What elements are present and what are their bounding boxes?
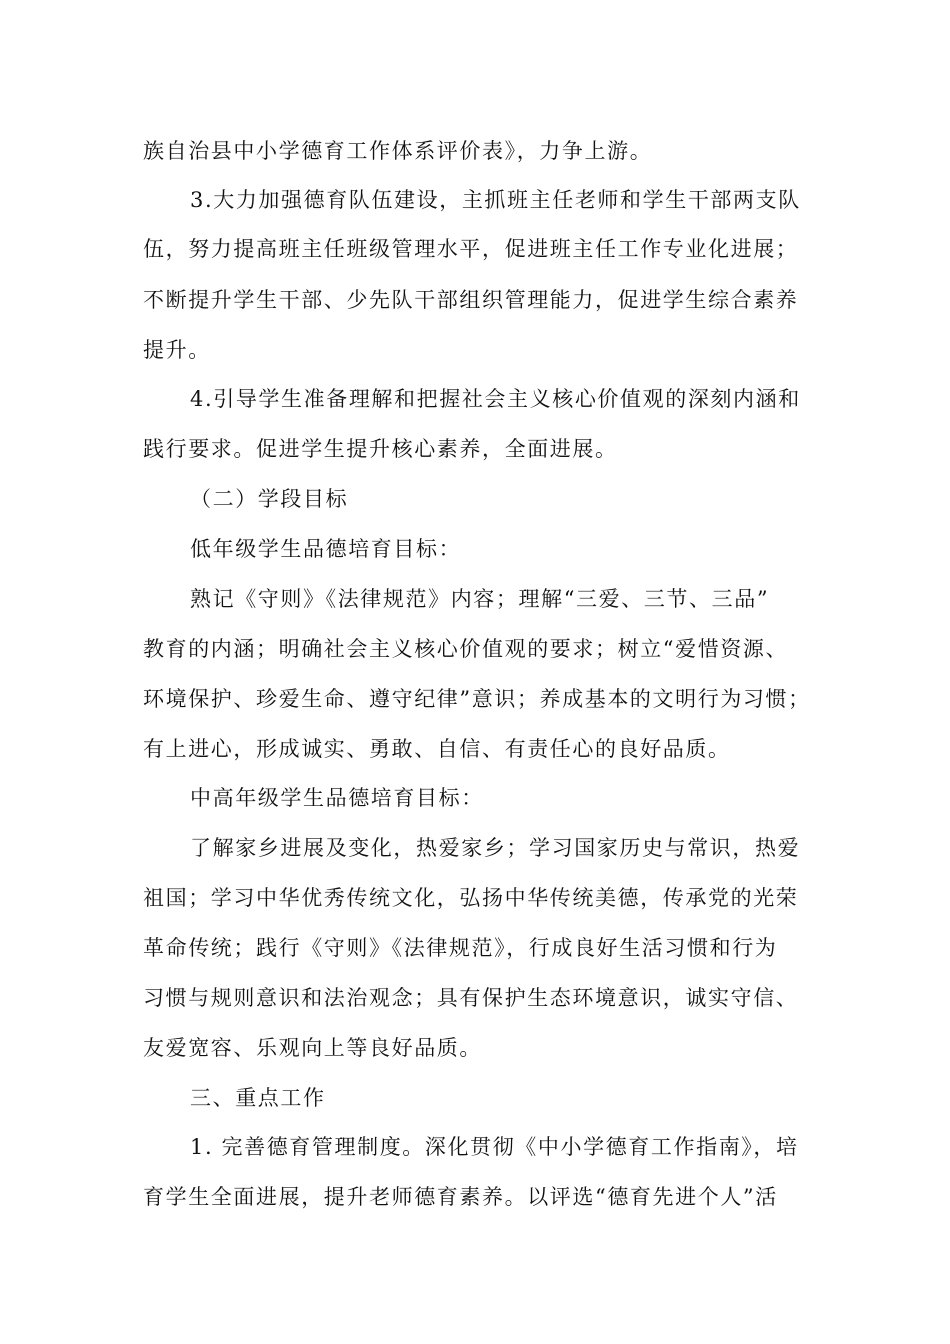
text-line-7: 践行要求。促进学生提升核心素养，全面进展。 bbox=[143, 437, 618, 461]
text-line-13: 有上进心，形成诚实、勇敢、自信、有责任心的良好品质。 bbox=[143, 737, 731, 761]
text-line-17: 革命传统；践行《守则》《法律规范》，行成良好生活习惯和行为 bbox=[143, 936, 778, 960]
text-line-19: 友爱宽容、乐观向上等良好品质。 bbox=[143, 1036, 482, 1060]
text-line-6: 4.引导学生准备理解和把握社会主义核心价值观的深刻内涵和 bbox=[190, 387, 801, 411]
text-line-18: 习惯与规则意识和法治观念；具有保护生态环境意识，诚实守信、 bbox=[143, 986, 799, 1010]
text-line-11: 教育的内涵；明确社会主义核心价值观的要求；树立“爱惜资源、 bbox=[143, 637, 789, 661]
text-line-15: 了解家乡进展及变化，热爱家乡；学习国家历史与常识，热爱 bbox=[190, 836, 801, 860]
text-line-9: 低年级学生品德培育目标： bbox=[190, 537, 462, 561]
text-line-5: 提升。 bbox=[143, 338, 211, 362]
section-heading: 三、重点工作 bbox=[190, 1086, 326, 1110]
text-line-2: 3.大力加强德育队伍建设，主抓班主任老师和学生干部两支队 bbox=[190, 188, 801, 212]
text-line-14: 中高年级学生品德培育目标： bbox=[190, 786, 484, 810]
section-subheading: （二）学段目标 bbox=[190, 487, 349, 511]
text-line-22: 育学生全面进展，提升老师德育素养。以评选“德育先进个人”活 bbox=[143, 1185, 778, 1209]
text-line-10: 熟记《守则》《法律规范》内容；理解“三爱、三节、三品” bbox=[190, 587, 770, 611]
text-line-4: 不断提升学生干部、少先队干部组织管理能力，促进学生综合素养 bbox=[143, 288, 799, 312]
text-line-21: 1. 完善德育管理制度。深化贯彻《中小学德育工作指南》，培 bbox=[190, 1135, 799, 1159]
text-line-16: 祖国；学习中华优秀传统文化，弘扬中华传统美德，传承党的光荣 bbox=[143, 886, 799, 910]
text-line-3: 伍，努力提高班主任班级管理水平，促进班主任工作专业化进展； bbox=[143, 237, 799, 261]
text-line-1: 族自治县中小学德育工作体系评价表》，力争上游。 bbox=[143, 139, 653, 163]
text-line-12: 环境保护、珍爱生命、遵守纪律”意识；养成基本的文明行为习惯； bbox=[143, 687, 811, 711]
